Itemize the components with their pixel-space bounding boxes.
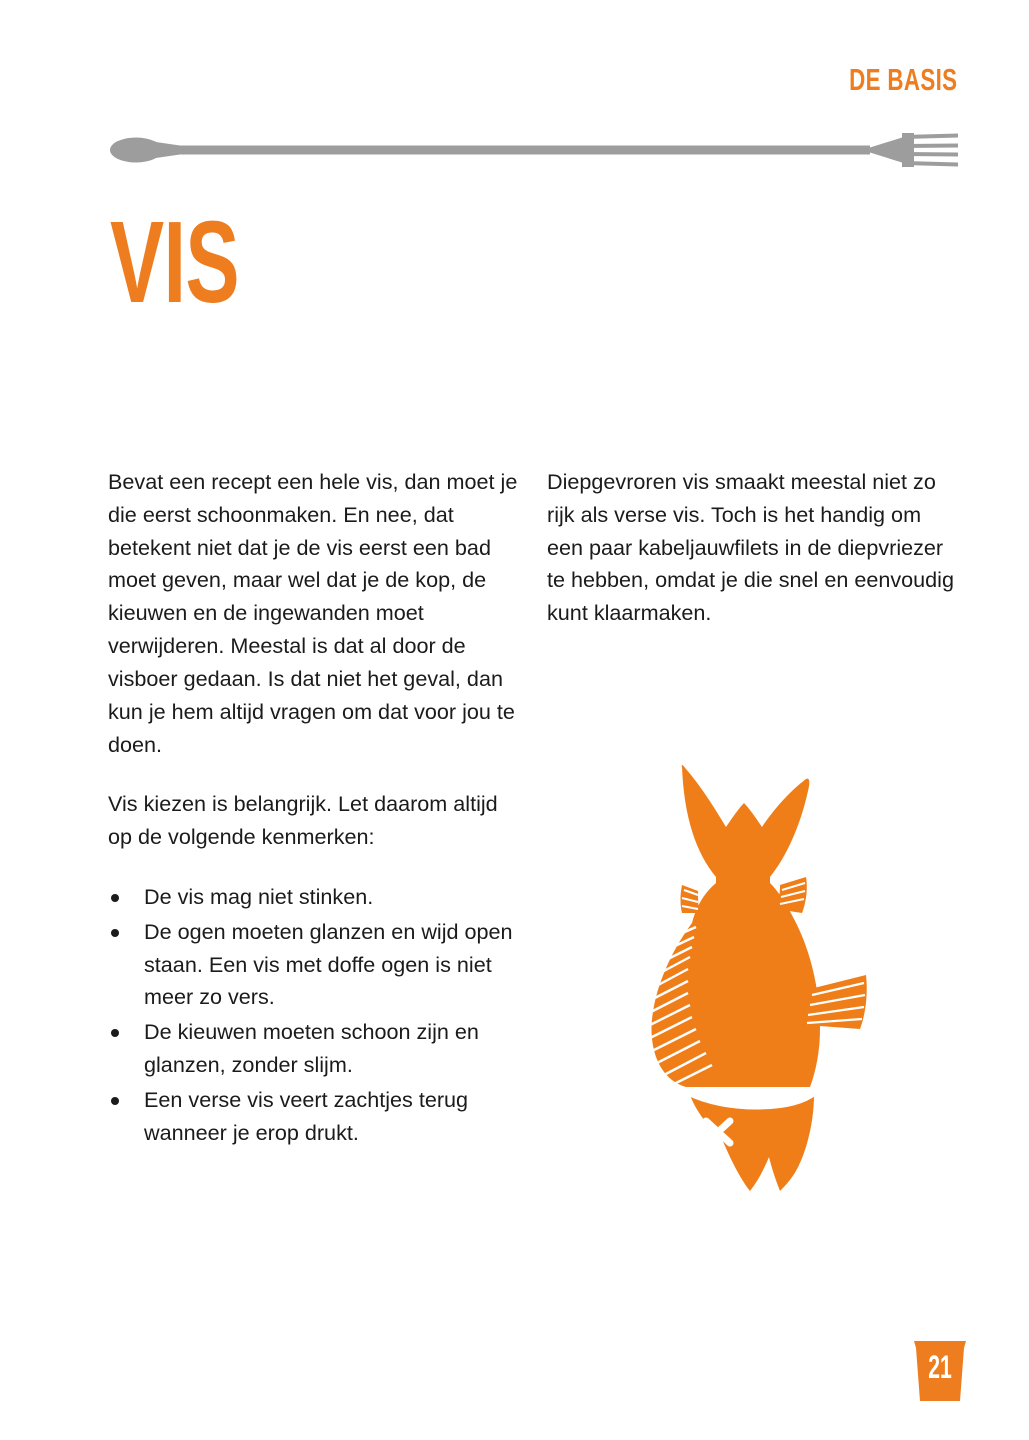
fish-illustration	[638, 757, 874, 1197]
paragraph: Bevat een recept een hele vis, dan moet je die eerst schoonmaken. En nee, dat betekent niet dat je de vis eerst een bad moet geven, maar wel dat je de kop, de kieuwen en de ingewanden moet verwijderen. Meestal is dat al door de visboer gedaan. Is dat niet het geval, dan kun je hem altijd vragen om dat voor jou te doen.	[108, 469, 518, 757]
bullet-icon	[111, 1097, 119, 1105]
list-item-label: De ogen moeten glanzen en wijd open staan. Een vis met doffe ogen is niet meer zo vers.	[144, 918, 513, 1010]
list-item	[108, 881, 523, 914]
list-item-label: Een verse vis veert zachtjes terug wanneer je erop drukt.	[144, 1086, 469, 1145]
fork-icon	[862, 133, 958, 167]
list-item	[108, 1084, 523, 1150]
bullet-icon	[111, 1029, 119, 1037]
paragraph: Vis kiezen is belangrijk. Let daarom altijd op de volgende kenmerken:	[108, 791, 498, 850]
paragraph: Diepgevroren vis smaakt meestal niet zo rijk als verse vis. Toch is het handig om een paar kabeljauwfilets in de diepvriezer te hebben, omdat je die snel en eenvoudig kunt klaarmaken.	[547, 469, 954, 626]
page-title: VIS	[110, 197, 239, 327]
list-item	[108, 916, 523, 1014]
list-item-label: De kieuwen moeten schoon zijn en glanzen, zonder slijm.	[144, 1019, 479, 1077]
divider-line	[150, 146, 870, 155]
page-number-badge	[913, 1340, 967, 1402]
list-item-label: De vis mag niet stinken.	[144, 883, 374, 909]
utensil-divider	[110, 128, 958, 172]
right-column	[547, 466, 962, 630]
left-column	[108, 466, 523, 1151]
bullet-icon	[111, 894, 119, 902]
list-item	[108, 1016, 523, 1082]
section-label: DE BASIS	[848, 62, 957, 97]
page-number-label: 21	[928, 1349, 952, 1385]
bullet-icon	[111, 929, 119, 937]
fish-criteria-list	[108, 881, 523, 1150]
